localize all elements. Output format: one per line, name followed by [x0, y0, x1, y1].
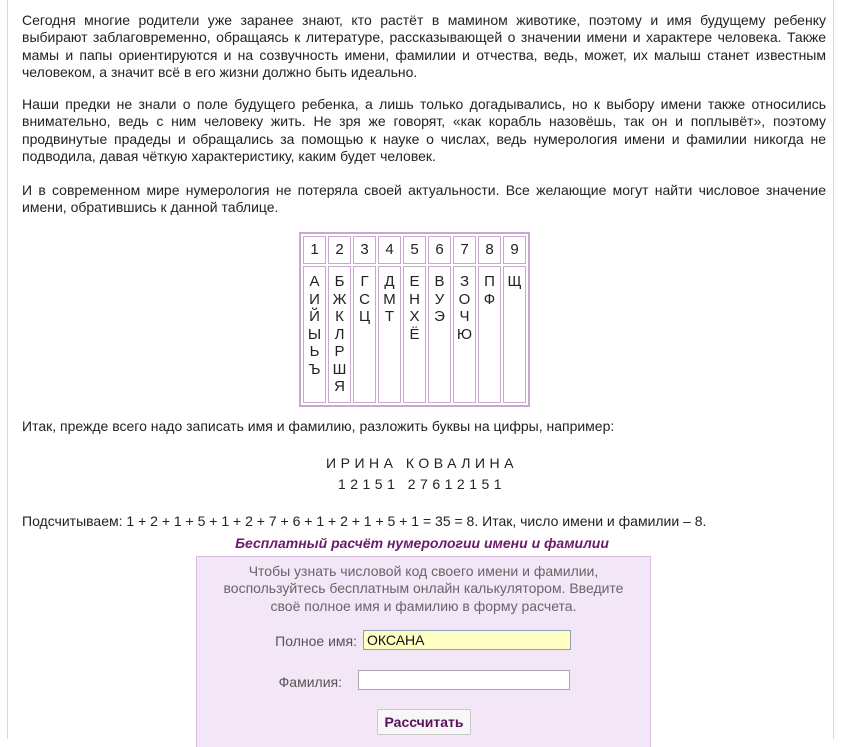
letters-cell-5: [403, 266, 426, 403]
letters-row: [303, 266, 526, 403]
letter: Ю: [456, 325, 473, 343]
ancestors-paragraph: Наши предки не знали о поле будущего ребенка, а лишь только догадывались, но к выбору имени также относились внимательно, ведь с ним человеку жить. Не зря же говорят, «как корабль назовёшь, так он и поплывёт», поэтому продвинутые прадеды и обращались за помощью к науке о числах, ведь нумерология имени и фамилии никогда не подводила, давая чёткую характеристику, каким будет человек.: [22, 96, 826, 165]
letters-cell-4: [378, 266, 401, 403]
letter: А: [309, 273, 320, 290]
letters-cell-8: [478, 266, 501, 403]
letter: Л: [334, 325, 345, 343]
letter: С: [359, 290, 370, 308]
letters-cell-7: [453, 266, 476, 403]
letter: К: [335, 308, 344, 325]
calculator-form: [196, 556, 651, 747]
letters-cell-2: [328, 266, 351, 403]
instruction-text: Итак, прежде всего надо записать имя и фамилию, разложить буквы на цифры, например:: [22, 418, 615, 434]
letter: Х: [409, 308, 420, 325]
letter: У: [434, 290, 445, 308]
letter: Ь: [309, 343, 320, 360]
letters-cell-9: [503, 266, 526, 403]
letters-cell-3: [353, 266, 376, 403]
letter: Ъ: [308, 360, 321, 378]
right-divider: [833, 0, 834, 739]
letters-cell-1: [303, 266, 326, 403]
digit-cell: 6: [428, 236, 451, 264]
digit-cell: 2: [328, 236, 351, 264]
letter: И: [309, 290, 320, 308]
intro-paragraph: Сегодня многие родители уже заранее знают, кто растёт в мамином животике, поэтому и имя будущему ребенку выбирают заблаговременно, обращаясь к литературе, рассказывающей о значении имени и характере человека. Также мамы и папы ориентируются и на созвучность имени, фамилии и отчества, ведь, может, их малыш станет известным человеком, а значит всё в его жизни должно быть идеально.: [22, 12, 826, 81]
modern-paragraph: И в современном мире нумерология не потеряла своей актуальности. Все желающие могут найти числовое значение имени, обратившись к данной таблице.: [22, 182, 826, 216]
digit-cell: 7: [453, 236, 476, 264]
letter: Е: [409, 273, 420, 290]
letter: Я: [334, 378, 345, 395]
letter: Т: [384, 308, 395, 325]
letter: Ё: [409, 325, 420, 343]
digit-cell: 1: [303, 236, 326, 264]
surname-input[interactable]: [358, 670, 570, 690]
digit-cell: 8: [478, 236, 501, 264]
left-divider: [7, 0, 8, 739]
digits-row: [303, 236, 526, 264]
letter: Ч: [459, 308, 470, 325]
letter: Г: [360, 273, 369, 290]
calculator-title: Бесплатный расчёт нумерологии имени и фамилии: [235, 535, 609, 551]
name-input[interactable]: [363, 630, 571, 650]
example-digits: 12151 27612151: [337, 476, 507, 492]
letter: Ш: [332, 360, 347, 378]
letter: Б: [334, 273, 345, 290]
letter: П: [484, 273, 495, 290]
numerology-table: [299, 232, 530, 407]
calculation-text: Подсчитываем: 1 + 2 + 1 + 5 + 1 + 2 + 7 + 6 + 1 + 2 + 1 + 5 + 1 = 35 = 8. Итак, число имени и фамилии – 8.: [22, 513, 707, 529]
letter: Ы: [307, 325, 322, 343]
letter: Й: [309, 308, 320, 325]
letter: М: [383, 290, 396, 308]
calculator-description: Чтобы узнать числовой код своего имени и фамилии, воспользуйтесь бесплатным онлайн калькулятором. Введите своё полное имя и фамилию в форму расчета.: [223, 563, 624, 614]
letter: Д: [384, 273, 395, 290]
letter: Р: [334, 343, 345, 360]
letter: В: [434, 273, 445, 290]
digit-cell: 5: [403, 236, 426, 264]
calculate-button[interactable]: Рассчитать: [377, 709, 471, 735]
surname-label: Фамилия:: [278, 674, 342, 690]
name-label: Полное имя:: [275, 633, 357, 649]
letter: О: [458, 290, 471, 308]
letter: Ц: [358, 308, 371, 325]
letter: Э: [434, 308, 445, 325]
letter: З: [459, 273, 470, 290]
letter: Ж: [332, 290, 347, 308]
letters-cell-6: [428, 266, 451, 403]
example-name: ИРИНА КОВАЛИНА: [326, 455, 518, 471]
letter: Ф: [483, 290, 496, 308]
digit-cell: 4: [378, 236, 401, 264]
letter: Н: [409, 290, 420, 308]
letter: Щ: [507, 273, 522, 290]
digit-cell: 3: [353, 236, 376, 264]
digit-cell: 9: [503, 236, 526, 264]
